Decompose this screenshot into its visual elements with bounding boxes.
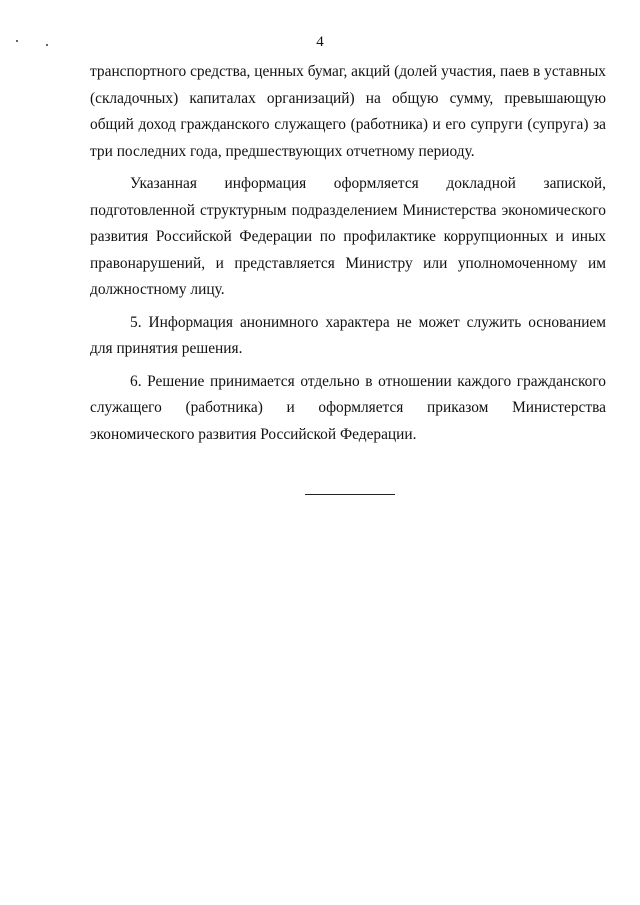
paragraph-report-info: Указанная информация оформляется докладной запиской, подготовленной структурным подразделением Министерства экономического развития Российской Федерации по профилактике коррупционных и иных правонарушений, и представляется Министру или уполномоченному им должностному лицу. (90, 175, 606, 298)
paragraph-item-5: 5. Информация анонимного характера не может служить основанием для принятия решения. (90, 313, 606, 357)
paragraph-continuation: транспортного средства, ценных бумаг, акций (долей участия, паев в уставных (складочных) капиталах организаций) на общую сумму, превышающую общий доход гражданского служащего (работника) и его супруги (супруга) за три последних года, предшествующих отчетному периоду. (90, 63, 606, 160)
end-of-document-rule (305, 494, 395, 495)
paragraph-item-6: 6. Решение принимается отдельно в отношении каждого гражданского служащего (работника) и оформляется приказом Министерства экономического развития Российской Федерации. (90, 372, 606, 443)
page-number: 4 (316, 34, 324, 50)
document-body (90, 59, 606, 454)
